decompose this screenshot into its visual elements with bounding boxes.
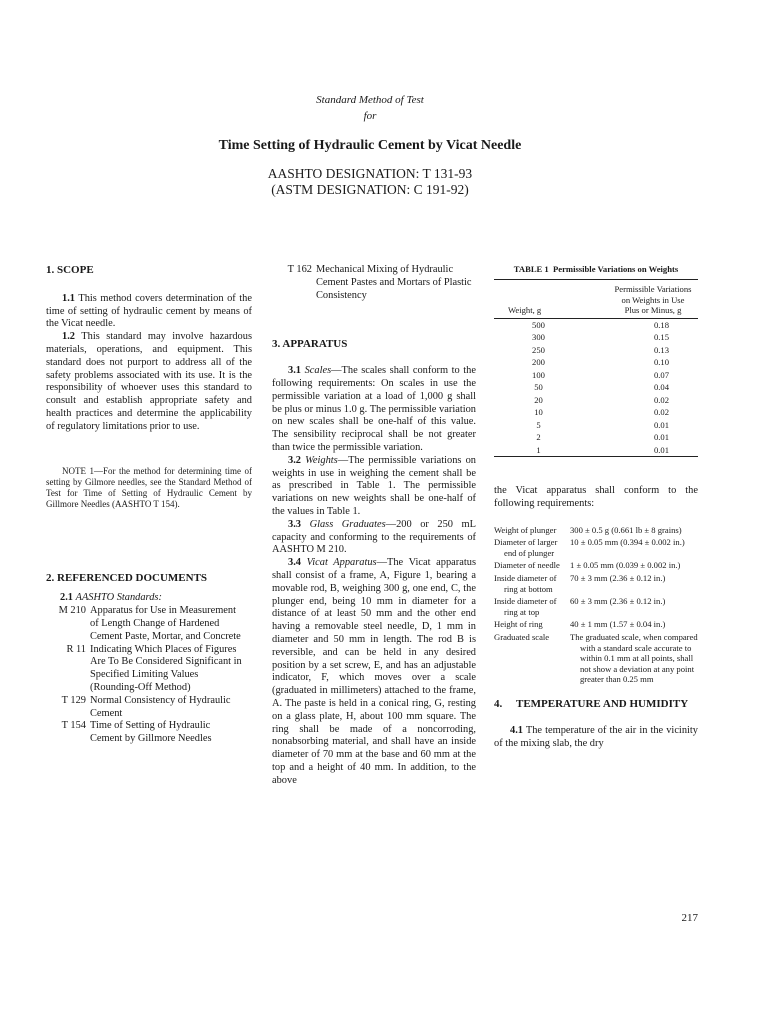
table-row bbox=[494, 406, 698, 419]
scope-para-1-num: 1.1 bbox=[62, 292, 75, 304]
table-cell-weight: 50 bbox=[534, 382, 543, 392]
table-1-col-variation-text: Permissible Variations on Weights in Use Plus or Minus, g bbox=[614, 284, 692, 315]
table-cell-variation: 0.01 bbox=[653, 432, 670, 442]
temperature-heading-text: TEMPERATURE AND HUMIDITY bbox=[516, 697, 689, 710]
table-cell-variation: 0.10 bbox=[653, 357, 670, 367]
scope-para-1 bbox=[46, 293, 252, 331]
table-cell-weight: 5 bbox=[536, 419, 541, 430]
table-cell-weight: 10 bbox=[534, 407, 543, 417]
apparatus-3-2 bbox=[272, 455, 476, 519]
requirement-label: Inside diameter of ring at bottom bbox=[494, 572, 557, 594]
table-row bbox=[494, 431, 698, 444]
refdocs-sub-label: AASHTO Standards: bbox=[75, 592, 162, 604]
apparatus-3-2-num: 3.2 bbox=[288, 454, 301, 466]
reference-list-continued bbox=[272, 264, 476, 302]
apparatus-3-1 bbox=[272, 365, 476, 455]
note-1: NOTE 1—For the method for determining time of setting by Gilmore needles, see the Standard Method of Test for Time of Setting of Hydraulic Cement by Gillmore Needles (AASHTO T 154). bbox=[46, 465, 252, 509]
table-1 bbox=[494, 279, 698, 457]
reference-list bbox=[46, 605, 242, 746]
temperature-heading-num: 4. bbox=[494, 697, 503, 710]
table-cell-weight: 500 bbox=[532, 319, 545, 330]
refdocs-subheading bbox=[46, 592, 252, 605]
document-title: Time Setting of Hydraulic Cement by Vicat Needle bbox=[218, 138, 522, 153]
scope-para-2-text: This standard may involve hazardous materials, operations, and equipment. This standard does not purport to address all of the safety problems associated with its use. It is the responsibility of whoever uses this standard to consult and establish appropriate safety and health practices and determine the applicability of regulatory limitations prior to use. bbox=[46, 331, 252, 432]
method-label: Standard Method of Test bbox=[316, 94, 424, 106]
table-cell-weight: 200 bbox=[532, 357, 545, 367]
table-1-caption bbox=[494, 264, 698, 275]
requirement-label: Weight of plunger bbox=[494, 524, 557, 535]
apparatus-3-3-text: —200 or 250 mL capacity and conforming to the requirements of AASHTO M 210. bbox=[272, 518, 476, 556]
table-row bbox=[494, 394, 698, 407]
column-middle bbox=[272, 264, 476, 787]
table-cell-variation: 0.07 bbox=[653, 369, 670, 380]
aashto-designation: AASHTO DESIGNATION: T 131-93 bbox=[267, 166, 473, 181]
apparatus-3-4-num: 3.4 bbox=[288, 557, 301, 569]
requirements-table bbox=[494, 525, 698, 685]
requirement-value: 1 ± 0.05 mm (0.039 ± 0.002 in.) bbox=[570, 560, 681, 571]
table-row bbox=[494, 419, 698, 432]
table-row bbox=[494, 318, 698, 331]
table-cell-variation: 0.18 bbox=[653, 319, 670, 330]
page-number: 217 bbox=[681, 912, 698, 924]
apparatus-3-3 bbox=[272, 519, 476, 557]
ref-title: Normal Consistency of Hydraulic Cement bbox=[90, 694, 231, 719]
table-cell-weight: 300 bbox=[532, 332, 545, 342]
table-1-label: TABLE 1 bbox=[513, 264, 549, 274]
requirement-label: Graduated scale bbox=[494, 631, 550, 642]
table-cell-variation: 0.01 bbox=[653, 444, 670, 455]
scope-para-1-text: This method covers determination of the time of setting of hydraulic cement by means of the Vicat needle. bbox=[46, 292, 252, 330]
requirement-value: 70 ± 3 mm (2.36 ± 0.12 in.) bbox=[570, 572, 666, 583]
apparatus-3-3-num: 3.3 bbox=[288, 518, 301, 530]
temperature-4-1-text: The temperature of the air in the vicinity of the mixing slab, the dry bbox=[494, 724, 698, 749]
apparatus-3-1-num: 3.1 bbox=[288, 365, 301, 377]
table-1-caption-text: Permissible Variations on Weights bbox=[553, 264, 679, 274]
apparatus-3-1-text: —The scales shall conform to the following requirements: On scales in use the permissible variation at a load of 1,000 g shall be plus or minus 1.0 g. The permissible variation on new scales shall be one-half of this value. The sensibility reciprocal shall be not greater than twice the permissible variation. bbox=[272, 365, 476, 453]
table-cell-weight: 2 bbox=[536, 432, 541, 442]
apparatus-3-3-label: Glass Graduates bbox=[309, 518, 386, 530]
ref-code: T 154 bbox=[61, 720, 86, 732]
table-row bbox=[494, 381, 698, 394]
table-1-col-weight: Weight, g bbox=[508, 305, 542, 315]
table-cell-weight: 250 bbox=[532, 344, 545, 355]
table-cell-variation: 0.02 bbox=[653, 407, 670, 417]
table-1-col-variation bbox=[608, 280, 698, 319]
requirement-value: 60 ± 3 mm (2.36 ± 0.12 in.) bbox=[570, 596, 666, 607]
requirement-value: 10 ± 0.05 mm (0.394 ± 0.002 in.) bbox=[570, 537, 685, 548]
temperature-heading bbox=[494, 697, 698, 711]
apparatus-heading: 3. APPARATUS bbox=[272, 338, 348, 351]
table-cell-weight: 20 bbox=[534, 394, 543, 405]
scope-para-2-num: 1.2 bbox=[62, 331, 75, 343]
ref-code: T 162 bbox=[287, 264, 312, 275]
astm-designation: (ASTM DESIGNATION: C 191-92) bbox=[271, 182, 469, 197]
requirement-label: Diameter of needle bbox=[494, 560, 560, 571]
requirement-value: The graduated scale, when compared with a standard scale accurate to within 0.1 mm at all points, shall not show a deviation at any point greater than 0.25 mm bbox=[570, 631, 698, 685]
table-cell-variation: 0.01 bbox=[653, 419, 670, 430]
table-cell-weight: 100 bbox=[532, 369, 545, 380]
table-cell-variation: 0.04 bbox=[653, 382, 670, 392]
temperature-para-4-1 bbox=[494, 725, 698, 751]
ref-title: Apparatus for Use in Measurement of Length Change of Hardened Cement Paste, Mortar, and Concrete bbox=[90, 605, 241, 642]
table-row bbox=[494, 356, 698, 369]
ref-title: Mechanical Mixing of Hydraulic Cement Pastes and Mortars of Plastic Consistency bbox=[316, 264, 472, 301]
column-left bbox=[46, 264, 252, 746]
table-cell-variation: 0.02 bbox=[653, 394, 670, 405]
apparatus-3-2-text: —The permissible variations on weights in use in weighing the cement shall be as prescribed in Table 1. The permissible variations on new weights shall be one-half of the values in Table 1. bbox=[272, 454, 476, 517]
ref-code: R 11 bbox=[66, 643, 86, 655]
refdocs-heading: 2. REFERENCED DOCUMENTS bbox=[46, 571, 208, 584]
column-right bbox=[494, 264, 698, 751]
apparatus-3-4-label: Vicat Apparatus bbox=[306, 557, 377, 569]
table-row bbox=[494, 369, 698, 382]
apparatus-3-4 bbox=[272, 557, 476, 787]
ref-title: Time of Setting of Hydraulic Cement by Gillmore Needles bbox=[90, 720, 212, 745]
apparatus-3-1-label: Scales bbox=[304, 365, 332, 377]
ref-title: Indicating Which Places of Figures Are To Be Considered Significant in Specified Limiting Values (Rounding-Off Method) bbox=[90, 643, 242, 693]
table-row bbox=[494, 331, 698, 344]
refdocs-sub-num: 2.1 bbox=[60, 592, 73, 604]
ref-code: M 210 bbox=[58, 605, 86, 617]
table-row bbox=[494, 444, 698, 457]
apparatus-3-4-text: —The Vicat apparatus shall consist of a frame, A, Figure 1, bearing a movable rod, B, weighing 300 g, one end, C, the plunger end, being 10 mm in diameter for a distance of at least 50 mm and the other end having a removable steel needle, D, 1 mm in diameter and 50 mm in length. The rod B is reversible, and can be held in any desired position by a set screw, E, and has an adjustable indicator, F, which moves over a scale (graduated in millimeters) attached to the frame, A. The paste is held in a conical ring, G, resting on a glass plate, H, about 100 mm square. The ring shall be made of a noncorroding, nonabsorbing material, and shall have an inside diameter of 70 mm at the base and 60 mm at the top and a height of 40 mm. In addition, to the above bbox=[272, 557, 476, 786]
table-cell-variation: 0.13 bbox=[653, 344, 670, 355]
table-cell-weight: 1 bbox=[536, 444, 541, 455]
table-row bbox=[494, 344, 698, 357]
requirement-label: Inside diameter of ring at top bbox=[494, 596, 557, 617]
apparatus-3-2-label: Weights bbox=[305, 454, 338, 466]
requirement-value: 300 ± 0.5 g (0.661 lb ± 8 grains) bbox=[570, 524, 682, 535]
for-label: for bbox=[363, 110, 377, 122]
apparatus-continued: the Vicat apparatus shall conform to the following requirements: bbox=[494, 485, 698, 509]
scope-heading: 1. SCOPE bbox=[46, 264, 94, 276]
scope-para-2 bbox=[46, 331, 252, 433]
requirement-value: 40 ± 1 mm (1.57 ± 0.04 in.) bbox=[570, 619, 666, 630]
requirement-label: Height of ring bbox=[494, 619, 543, 630]
requirement-label: Diameter of larger end of plunger bbox=[494, 537, 558, 558]
temperature-4-1-num: 4.1 bbox=[510, 724, 523, 736]
ref-code: T 129 bbox=[61, 694, 86, 706]
table-cell-variation: 0.15 bbox=[653, 332, 670, 342]
